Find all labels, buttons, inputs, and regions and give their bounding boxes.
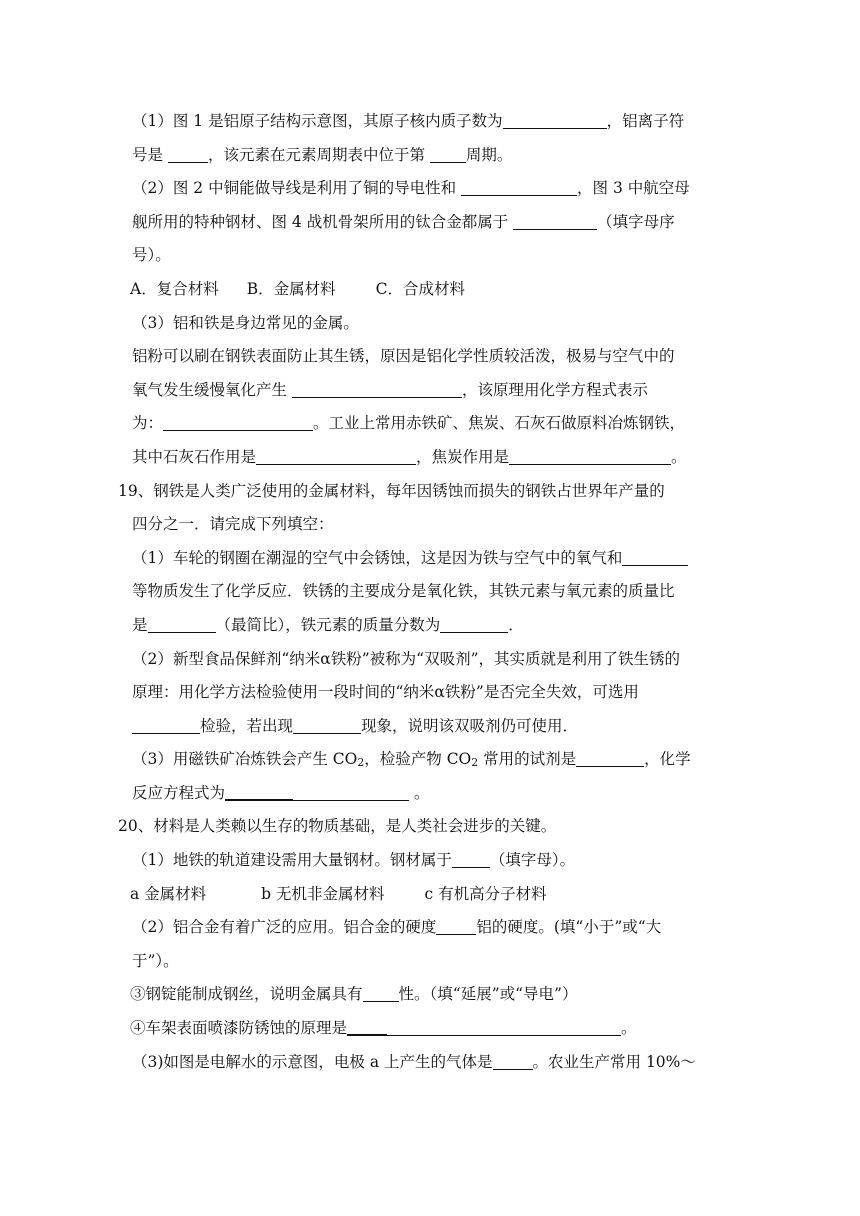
worksheet-page [118,105,732,1079]
text: 其中石灰石作用是 [132,447,257,466]
q18-line-10 [132,407,732,441]
text: （2）新型食品保鲜剂“纳米α铁粉”被称为“双吸剂”，其实质就是利用了铁生锈的 [132,649,681,668]
text: （1）图 1 是铝原子结构示意图，其原子核内质子数为 [132,112,503,130]
q20-line-5 [130,978,732,1012]
subscript: 2 [357,756,365,770]
q19-line-5 [132,676,732,710]
text: （2）铝合金有着广泛的应用。铝合金的硬度 [132,918,437,937]
text: 。农业生产常用 10%～ [532,1052,696,1071]
answer-blank[interactable] [148,616,216,633]
text: （最简比），铁元素的质量分数为 [215,615,441,634]
q18-line-3 [132,172,732,206]
text: 是 [132,615,148,634]
answer-blank[interactable] [256,448,416,465]
text: 原理：用化学方法检验使用一段时间的“纳米α铁粉”是否完全失效，可选用 [132,683,639,702]
q20-line-6 [130,1012,732,1046]
answer-blank[interactable] [292,380,462,397]
answer-blank[interactable] [293,784,409,801]
text: 检验，若出现 [200,716,294,735]
text: 19、钢铁是人类广泛使用的金属材料，每年因锈蚀而损失的钢铁占世界年产量的 [118,481,665,500]
q19-line-4 [132,643,732,677]
option-c: C．合成材料 [375,279,465,298]
text: 等物质发生了化学反应．铁锈的主要成分是氧化铁，其铁元素与氧元素的质量比 [132,582,675,601]
text: 号是 [132,145,164,164]
q20-line-7 [132,1046,732,1080]
text: 为： [132,414,164,433]
text: ，检验产物 CO [364,750,472,769]
q19-stem-1 [118,475,732,509]
answer-blank[interactable] [387,1019,621,1036]
text: （填字母序 [597,212,675,231]
q18-line-4 [132,206,732,240]
text: 氧气发生缓慢氧化产生 [132,380,288,399]
q19-line-6 [132,710,732,744]
text: 铝的硬度。(填“小于”或“大 [476,918,662,937]
text: ③钢锭能制成钢丝，说明金属具有 [130,985,363,1004]
answer-blank[interactable] [440,616,508,633]
answer-blank[interactable] [132,716,200,733]
text: 。 [671,447,687,466]
q19-line-3 [132,609,732,643]
text: 常用的试剂是 [478,750,577,769]
answer-blank[interactable] [503,112,607,129]
text: 。 [413,783,430,802]
q20-line-1 [132,844,732,878]
q18-line-9 [132,374,732,408]
answer-blank[interactable] [509,448,671,465]
q19-line-8 [132,777,732,811]
text: 于”）。 [132,951,179,970]
answer-blank[interactable] [622,548,688,565]
text: （3）用磁铁矿冶炼铁会产生 CO [132,750,358,769]
text: 。 [621,1019,637,1038]
q18-options [130,273,732,307]
q19-line-1 [132,542,732,576]
text: （3）铝和铁是身边常见的金属。 [132,313,359,332]
text: 反应方程式为 [132,783,226,802]
answer-blank[interactable] [493,1052,533,1069]
option-a: a 金属材料 [130,884,207,903]
text: （3)如图是电解水的示意图，电极 a 上产生的气体是 [132,1052,493,1071]
text: 铝粉可以刷在钢铁表面防止其生锈，原因是铝化学性质较活泼，极易与空气中的 [132,347,675,366]
text: （2）图 2 中铜能做导线是利用了铜的导电性和 [132,179,457,198]
q20-options [130,878,732,912]
text: ④车架表面喷漆防锈蚀的原理是 [130,1019,348,1038]
answer-blank[interactable] [225,783,293,801]
text: 舰所用的特种钢材、图 4 战机骨架所用的钛合金都属于 [132,212,509,231]
subscript: 2 [471,756,479,770]
text: （1）地铁的轨道建设需用大量钢材。钢材属于 [132,851,452,870]
text: （填字母）。 [489,851,576,870]
text: 周期。 [465,145,513,164]
text: 20、材料是人类赖以生存的物质基础，是人类社会进步的关键。 [118,817,557,836]
text: 性。（填“延展”或“导电”） [398,985,578,1004]
text: ，铝离子符 [606,112,685,130]
text: ，化学 [644,750,691,769]
option-a: A．复合材料 [130,279,219,298]
option-b: B．金属材料 [246,279,336,298]
text: ． [508,615,524,634]
option-c: c 有机高分子材料 [424,884,547,903]
q20-line-4 [132,945,732,979]
q18-line-7 [132,307,732,341]
text: 。工业上常用赤铁矿、焦炭、石灰石做原料冶炼钢铁， [313,414,686,433]
answer-blank[interactable] [452,851,490,868]
answer-blank[interactable] [163,414,313,431]
text: ，焦炭作用是 [416,447,510,466]
option-b: b 无机非金属材料 [261,884,385,903]
answer-blank[interactable] [293,716,361,733]
answer-blank[interactable] [436,918,476,935]
answer-blank[interactable] [576,750,644,767]
text: 现象，说明该双吸剂仍可使用． [361,716,579,735]
text: ，该元素在元素周期表中位于第 [207,145,425,164]
q18-line-1 [132,105,732,139]
q18-line-11 [132,441,732,475]
answer-blank[interactable] [347,1018,387,1036]
q18-line-8 [132,340,732,374]
answer-blank[interactable] [168,145,208,162]
q19-line-2 [132,575,732,609]
answer-blank[interactable] [461,179,577,196]
q20-stem [118,810,732,844]
text: 号）。 [132,246,171,265]
answer-blank[interactable] [430,145,466,162]
text: 四分之一．请完成下列填空： [132,515,334,534]
text: （1）车轮的钢圈在潮湿的空气中会锈蚀，这是因为铁与空气中的氧气和 [132,548,623,567]
q18-line-2 [132,139,732,173]
q19-stem-2 [132,508,732,542]
q18-line-5 [132,239,732,273]
q20-line-3 [132,911,732,945]
answer-blank[interactable] [513,213,597,230]
text: ，图 3 中航空母 [577,179,690,198]
text: ，该原理用化学方程式表示 [461,380,648,399]
answer-blank[interactable] [363,985,399,1002]
q19-line-7 [132,743,732,777]
